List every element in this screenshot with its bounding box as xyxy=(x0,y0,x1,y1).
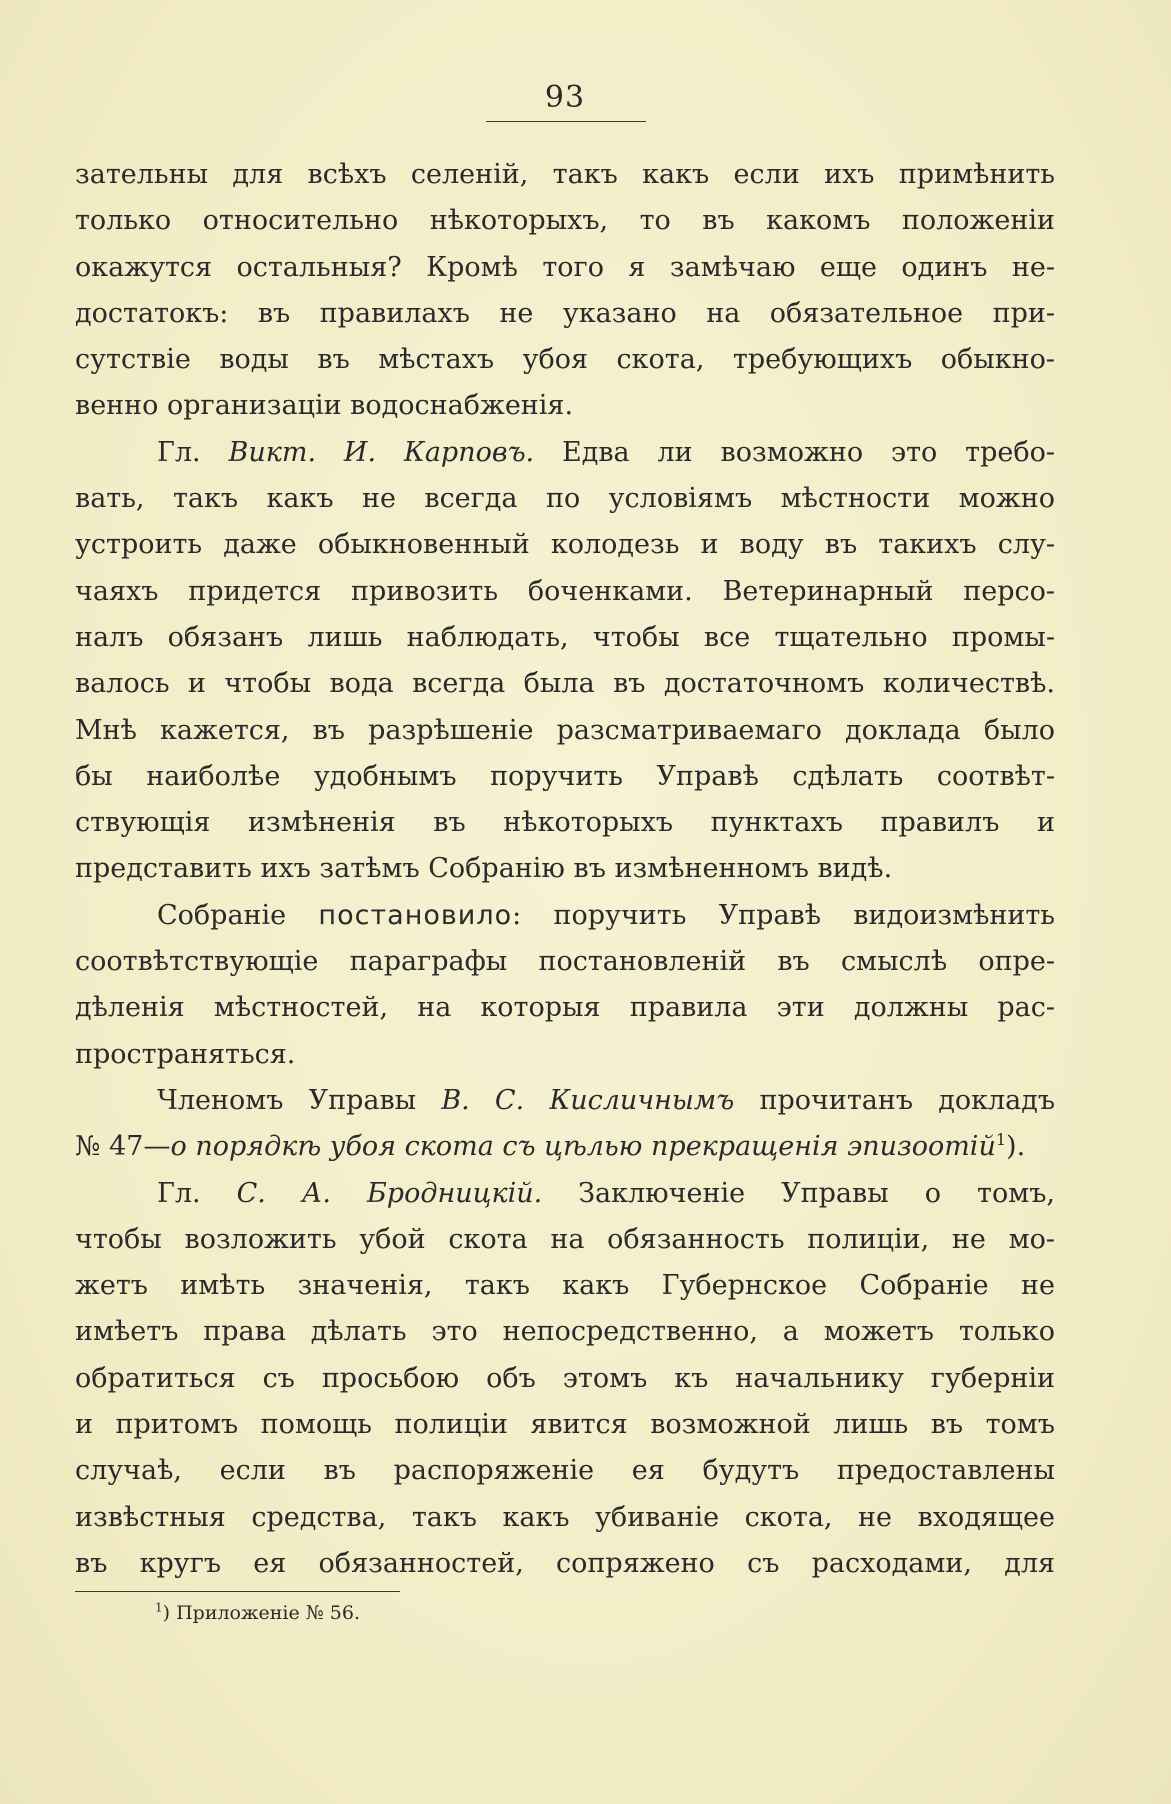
footnote-marker: 1 xyxy=(155,1600,163,1615)
text-run: чтобы возложить убой скота на обязанность полиціи, не мо- xyxy=(75,1223,1055,1255)
text-line xyxy=(75,846,1055,892)
text-run: сутствіе воды въ мѣстахъ убоя скота, требующихъ обыкно- xyxy=(75,344,1055,376)
text-line xyxy=(75,1402,1055,1448)
italic-name: о порядкѣ убоя скота съ цѣлью прекращенія эпизоотій xyxy=(170,1131,996,1163)
text-run: только относительно нѣкоторыхъ, то въ какомъ положеніи xyxy=(75,205,1055,237)
text-line xyxy=(75,1495,1055,1541)
text-line xyxy=(75,1541,1055,1587)
text-run: представить ихъ затѣмъ Собранію въ измѣненномъ видѣ. xyxy=(75,853,893,885)
text-run: валось и чтобы вода всегда была въ достаточномъ количествѣ. xyxy=(75,668,1055,700)
text-run: и притомъ помощь полиціи явится возможной лишь въ томъ xyxy=(75,1409,1055,1441)
text-run: вать, такъ какъ не всегда по условіямъ мѣстности можно xyxy=(75,483,1055,515)
text-line xyxy=(75,1448,1055,1494)
text-line xyxy=(75,1217,1055,1263)
page-number: 93 xyxy=(544,80,586,115)
text-run: зательны для всѣхъ селеній, такъ какъ если ихъ примѣнить xyxy=(75,159,1055,190)
text-run: извѣстныя средства, такъ какъ убиваніе скота, не входящее xyxy=(75,1501,1055,1533)
text-run: дѣленія мѣстностей, на которыя правила эти должны рас- xyxy=(75,992,1055,1024)
text-run: : поручить Управѣ видоизмѣнить xyxy=(512,899,1055,931)
text-line xyxy=(75,1124,1055,1170)
text-run: Гл. xyxy=(157,436,229,468)
header-rule xyxy=(486,121,646,122)
text-run: налъ обязанъ лишь наблюдать, чтобы все тщательно промы- xyxy=(75,621,1055,653)
text-line xyxy=(75,569,1055,615)
text-run: достатокъ: въ правилахъ не указано на обязательное при- xyxy=(75,297,1055,329)
text-line xyxy=(75,1263,1055,1309)
text-line xyxy=(75,430,1055,476)
text-run: окажутся остальныя? Кромѣ того я замѣчаю еще одинъ не- xyxy=(75,251,1055,283)
text-line xyxy=(75,476,1055,522)
footnote-reference: 1 xyxy=(995,1130,1007,1150)
text-line xyxy=(75,1356,1055,1402)
text-line xyxy=(75,291,1055,337)
text-line xyxy=(75,1078,1055,1124)
body-text xyxy=(75,152,1055,1587)
text-line xyxy=(75,152,1055,198)
text-run: обратиться съ просьбою объ этомъ къ начальнику губерніи xyxy=(75,1362,1055,1394)
text-run: соотвѣтствующіе параграфы постановленій въ смыслѣ опре- xyxy=(75,946,1055,978)
text-run: въ кругъ ея обязанностей, сопряжено съ расходами, для xyxy=(75,1547,1055,1579)
text-run: Гл. xyxy=(157,1177,237,1209)
italic-name: В. С. Кисличнымъ xyxy=(441,1084,735,1116)
text-run: жетъ имѣть значенія, такъ какъ Губернское Собраніе не xyxy=(75,1270,1055,1302)
text-line xyxy=(75,245,1055,291)
spaced-emphasis: постановило xyxy=(318,899,513,931)
text-run: Собраніе xyxy=(157,899,319,931)
text-run: имѣетъ права дѣлать это непосредственно, а можетъ только xyxy=(75,1316,1055,1348)
text-line xyxy=(75,1309,1055,1355)
text-run: венно организаціи водоснабженія. xyxy=(75,390,574,422)
text-line xyxy=(75,522,1055,568)
text-run: устроить даже обыкновенный колодезь и воду въ такихъ слу- xyxy=(75,529,1055,561)
text-run: Заключеніе Управы о томъ, xyxy=(542,1177,1055,1209)
footnote-rule xyxy=(75,1591,400,1592)
text-line xyxy=(75,985,1055,1031)
text-line xyxy=(75,754,1055,800)
footnote-text: ) Приложеніе № 56. xyxy=(162,1602,360,1624)
text-line xyxy=(75,615,1055,661)
text-run: прочитанъ докладъ xyxy=(734,1084,1055,1116)
text-line xyxy=(75,708,1055,754)
text-run: Мнѣ кажется, въ разрѣшеніе разсматриваемаго доклада было xyxy=(75,714,1055,746)
text-line xyxy=(75,198,1055,244)
text-line xyxy=(75,893,1055,939)
text-line xyxy=(75,1032,1055,1078)
text-run: № 47— xyxy=(75,1131,171,1163)
text-line xyxy=(75,939,1055,985)
text-line xyxy=(75,337,1055,383)
text-run: ). xyxy=(1006,1131,1026,1163)
text-run: Едва ли возможно это требо- xyxy=(534,436,1055,468)
text-run: ствующія измѣненія въ нѣкоторыхъ пунктахъ правилъ и xyxy=(75,807,1055,839)
text-run: бы наиболѣе удобнымъ поручить Управѣ сдѣлать соотвѣт- xyxy=(75,760,1055,792)
text-run: чаяхъ придется привозить боченками. Ветеринарный персо- xyxy=(75,575,1055,607)
text-run: случаѣ, если въ распоряженіе ея будутъ предоставлены xyxy=(75,1455,1055,1487)
italic-name: С. А. Бродницкій. xyxy=(236,1177,543,1209)
text-run: пространяться. xyxy=(75,1038,296,1070)
text-line xyxy=(75,383,1055,429)
text-line xyxy=(75,661,1055,707)
text-run: Членомъ Управы xyxy=(157,1084,442,1116)
italic-name: Викт. И. Карповъ. xyxy=(228,436,535,468)
text-line xyxy=(75,1171,1055,1217)
text-line xyxy=(75,800,1055,846)
footnote xyxy=(155,1598,360,1628)
